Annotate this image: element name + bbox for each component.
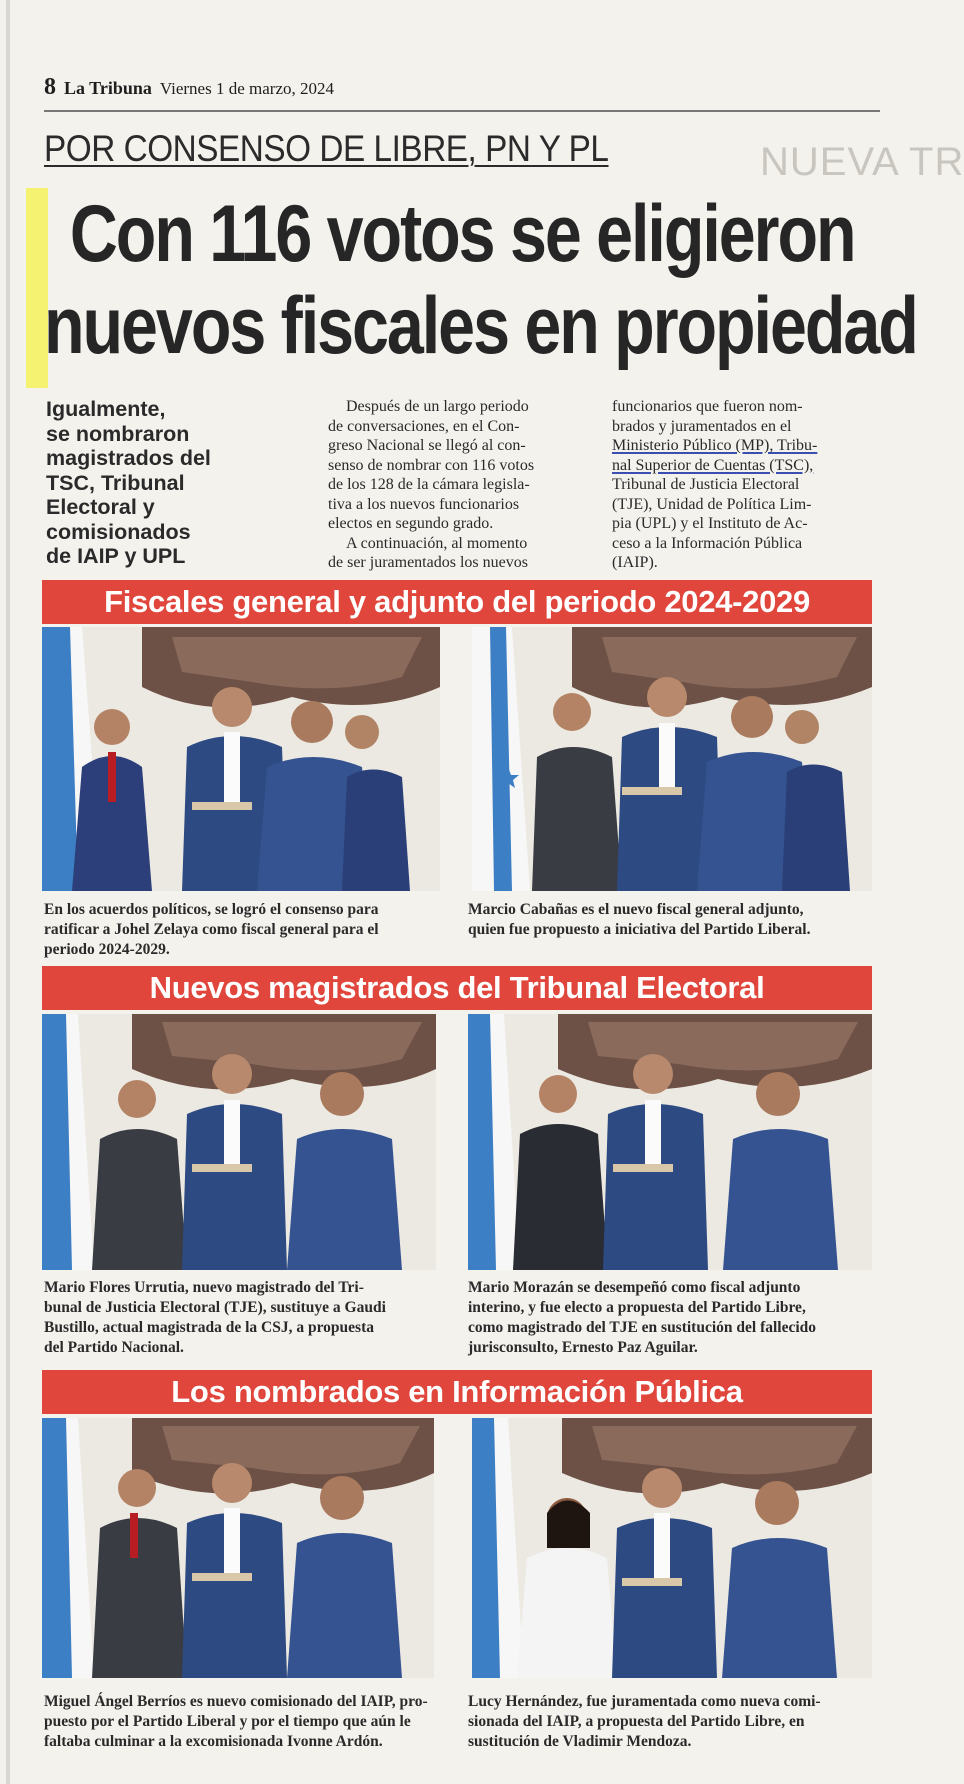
deck-line: comisionados (46, 519, 191, 544)
section-banner-tribunal-electoral: Nuevos magistrados del Tribunal Electoral (42, 966, 872, 1010)
body-line: tiva a los nuevos funcionarios (328, 495, 520, 513)
caption-line: Miguel Ángel Berríos es nuevo comisionado del IAIP, pro- (44, 1693, 428, 1710)
deck-line: magistrados del (46, 446, 211, 470)
caption-line: como magistrado del TJE en sustitución del fallecido (468, 1319, 817, 1336)
caption-line: Mario Morazán se desempeñó como fiscal adjunto (468, 1279, 801, 1296)
section-banner-fiscales: Fiscales general y adjunto del periodo 2024-2029 (42, 580, 872, 624)
deck-line: TSC, Tribunal (46, 470, 185, 495)
caption-miguel-angel-berrios (44, 1692, 454, 1752)
headline-line: nuevos fiscales en propiedad (44, 281, 917, 371)
caption-line: En los acuerdos políticos, se logró el consenso para (44, 901, 379, 918)
caption-line: Marcio Cabañas es el nuevo fiscal general adjunto, (468, 901, 804, 918)
body-line: Después de un largo periodo (346, 398, 529, 415)
caption-lucy-hernandez (468, 1692, 878, 1752)
folio-rule (44, 110, 880, 112)
caption-johel-zelaya (44, 900, 444, 960)
deck-line: Igualmente, (46, 397, 166, 421)
caption-line: puesto por el Partido Liberal y por el tiempo que aún le (44, 1713, 411, 1730)
body-line: Ministerio Público (MP), Tribu- (612, 437, 818, 454)
deck (46, 397, 276, 569)
body-line: A continuación, al momento (346, 534, 528, 552)
caption-line: bunal de Justicia Electoral (TJE), sustituye a Gaudi (44, 1299, 386, 1316)
deck-line: Electoral y (46, 495, 155, 519)
caption-mario-morazan (468, 1278, 878, 1358)
body-line: de los 128 de la cámara legisla- (328, 476, 530, 493)
kicker: POR CONSENSO DE LIBRE, PN Y PL (44, 128, 609, 169)
body-line: funcionarios que fueron nom- (612, 398, 803, 415)
photo-marcio-cabanas (472, 627, 872, 891)
photo-mario-morazan (468, 1014, 872, 1270)
caption-mario-flores-urrutia (44, 1278, 444, 1358)
caption-line: Mario Flores Urrutia, nuevo magistrado del Tri- (44, 1279, 364, 1296)
page-number: 8 (44, 74, 56, 100)
caption-line: Lucy Hernández, fue juramentada como nueva comi- (468, 1693, 821, 1710)
body-line: Tribunal de Justicia Electoral (612, 476, 800, 493)
headline (44, 188, 917, 372)
body-line: de conversaciones, en el Con- (328, 417, 520, 435)
headline-line: Con 116 votos se eligieron (69, 189, 855, 279)
body-line: greso Nacional se llegó al con- (328, 437, 526, 454)
paper-name: La Tribuna (64, 78, 152, 98)
body-line: electos en segundo grado. (328, 515, 494, 532)
caption-line: faltaba culminar a la excomisionada Ivonne Ardón. (44, 1733, 383, 1750)
caption-line: interino, y fue electo a propuesta del Partido Libre, (468, 1299, 806, 1316)
photo-lucy-hernandez (472, 1418, 872, 1678)
body-line: brados y juramentados en el (612, 417, 792, 435)
caption-marcio-cabanas (468, 900, 878, 940)
body-column-1 (328, 397, 590, 573)
caption-line: sustitución de Vladimir Mendoza. (468, 1733, 692, 1750)
body-line: (IAIP). (612, 554, 658, 571)
body-line: senso de nombrar con 116 votos (328, 456, 535, 474)
caption-line: ratificar a Johel Zelaya como fiscal general para el (44, 921, 379, 938)
caption-line: quien fue propuesto a iniciativa del Partido Liberal. (468, 921, 811, 938)
caption-line: Bustillo, actual magistrada de la CSJ, a propuesta (44, 1319, 374, 1336)
photo-johel-zelaya (42, 627, 440, 891)
folio (44, 74, 334, 104)
caption-line: periodo 2024-2029. (44, 941, 170, 958)
body-line: de ser juramentados los nuevos (328, 554, 528, 571)
caption-line: sionada del IAIP, a propuesta del Partido Libre, en (468, 1713, 805, 1730)
bleed-through-text: NUEVA TR (760, 140, 964, 184)
body-line: pia (UPL) y el Instituto de Ac- (612, 515, 808, 532)
body-line: nal Superior de Cuentas (TSC), (612, 456, 814, 474)
deck-line: se nombraron (46, 421, 190, 446)
deck-line: de IAIP y UPL (46, 544, 186, 568)
photo-mario-flores-urrutia (42, 1014, 436, 1270)
section-banner-informacion-publica: Los nombrados en Información Pública (42, 1370, 872, 1414)
body-column-2 (612, 397, 874, 573)
caption-line: del Partido Nacional. (44, 1339, 184, 1356)
page-edge (6, 0, 10, 1784)
body-line: ceso a la Información Pública (612, 534, 803, 552)
body-line: (TJE), Unidad de Política Lim- (612, 495, 812, 513)
photo-miguel-angel-berrios (42, 1418, 434, 1678)
caption-line: jurisconsulto, Ernesto Paz Aguilar. (468, 1339, 698, 1356)
issue-date: Viernes 1 de marzo, 2024 (159, 79, 334, 98)
